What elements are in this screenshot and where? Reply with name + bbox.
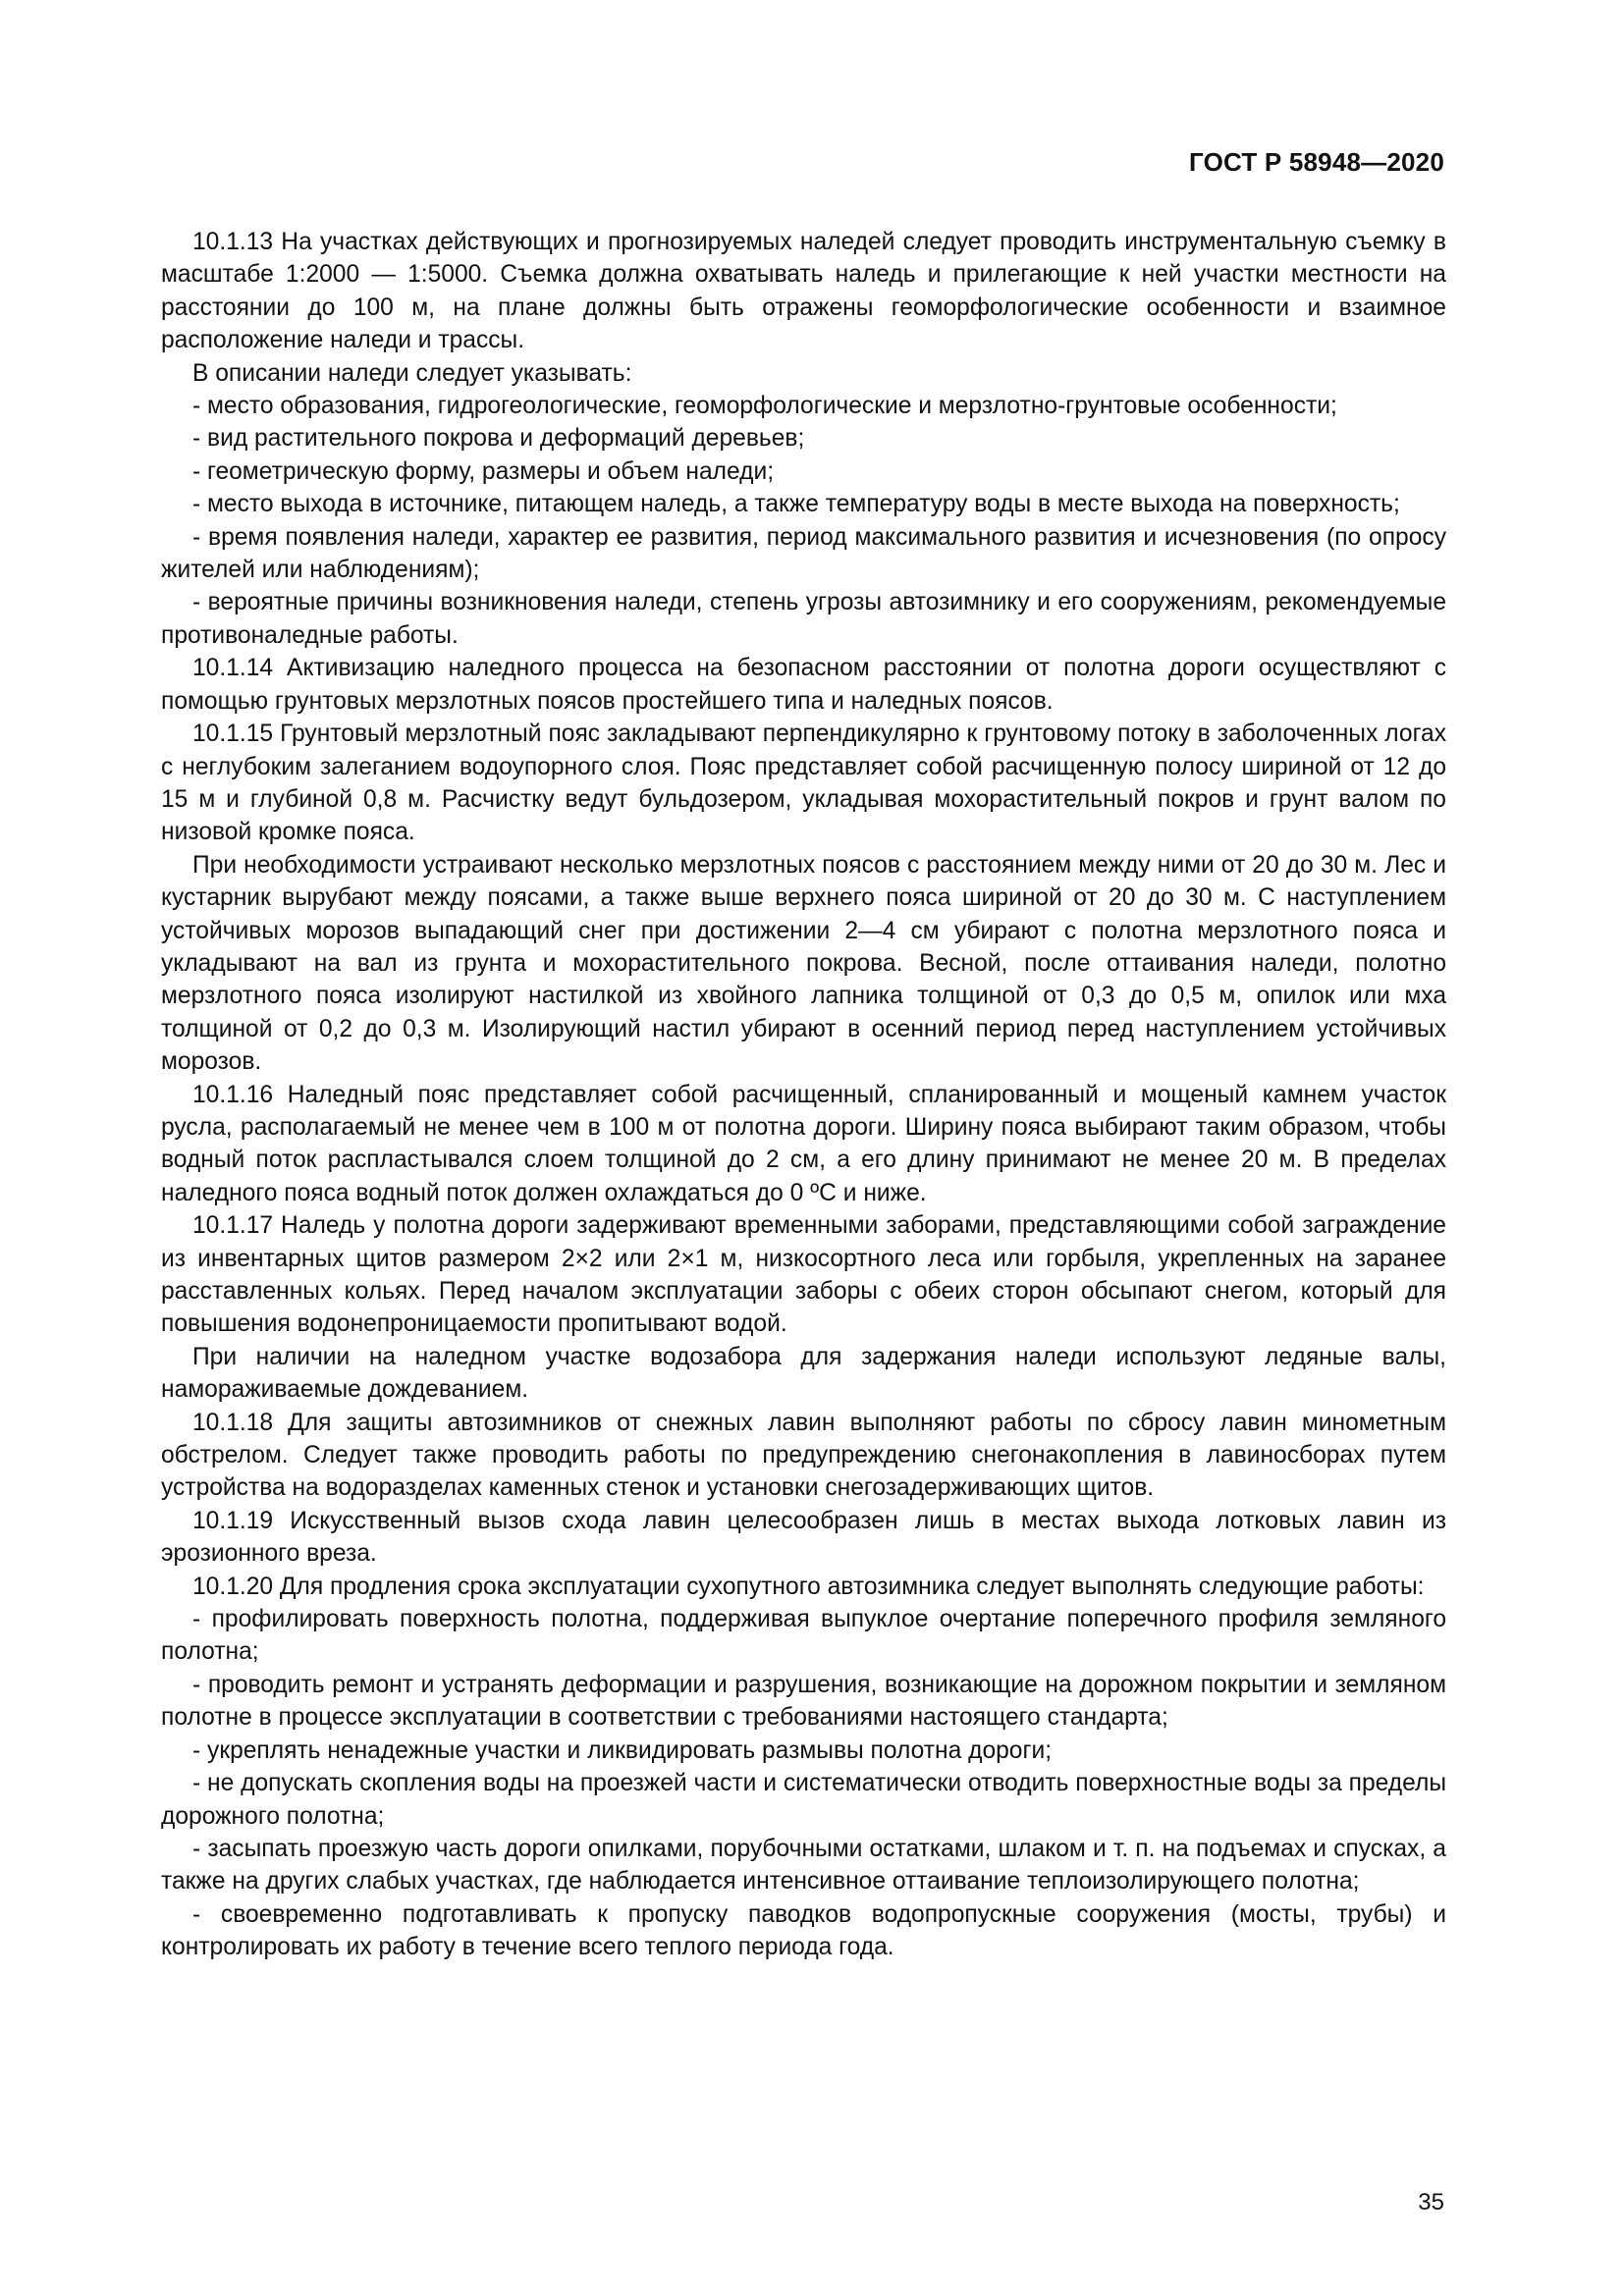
paragraph: В описании наледи следует указывать: <box>192 359 632 387</box>
list-item: - засыпать проезжую часть дороги опилками, порубочными остатками, шлаком и т. п. на подъемах и спусках, а также на других слабых участках, где наблюдается интенсивное оттаивание теплоизолирующего полотна; <box>161 1835 1446 1896</box>
paragraph: 10.1.16 Наледный пояс представляет собой расчищенный, спланированный и мощеный камнем участок русла, располагаемый не менее чем в 100 м от полотна дороги. Ширину пояса выбирают таким образом, чтобы водный поток распластывался слоем толщиной до 2 см, а его длину принимают не менее 20 м. В пределах наледного пояса водный поток должен охлаждаться до 0 ºС и ниже. <box>161 1081 1446 1206</box>
list-item: - место образования, гидрогеологические, геоморфологические и мерзлотно-грунтовые особенности; <box>192 393 1337 420</box>
list-item: - вид растительного покрова и деформаций деревьев; <box>192 425 805 453</box>
paragraph: 10.1.18 Для защиты автозимников от снежных лавин выполняют работы по сбросу лавин минометным обстрелом. Следует также проводить работы по предупреждению снегонакопления в лавиносборах путем устройства на водоразделах каменных стенок и установки снегозадерживающих щитов. <box>161 1409 1446 1502</box>
document-header: ГОСТ Р 58948—2020 <box>1189 147 1444 177</box>
paragraph: 10.1.15 Грунтовый мерзлотный пояс закладывают перпендикулярно к грунтовому потоку в заболоченных логах с неглубоким залеганием водоупорного слоя. Пояс представляет собой расчищенную полосу шириной от 12 до 15 м и глубиной 0,8 м. Расчистку ведут бульдозером, укладывая мохорастительный покров и грунт валом по низовой кромке пояса. <box>161 721 1446 846</box>
list-item: - профилировать поверхность полотна, поддерживая выпуклое очертание поперечного профиля земляного полотна; <box>161 1606 1446 1666</box>
paragraph: При необходимости устраивают несколько мерзлотных поясов с расстоянием между ними от 20 до 30 м. Лес и кустарник вырубают между поясами, а также выше верхнего пояса шириной от 20 до 30 м. С наступлением устойчивых морозов выпадающий снег при достижении 2—4 см убирают с полотна мерзлотного пояса и укладывают на вал из грунта и мохорастительного покрова. Весной, после оттаивания наледи, полотно мерзлотного пояса изолируют настилкой из хвойного лапника толщиной от 0,3 до 0,5 м, опилок или мха толщиной от 0,2 до 0,3 м. Изолирующий настил убирают в осенний период перед наступлением устойчивых морозов. <box>161 851 1446 1076</box>
list-item: - время появления наледи, характер ее развития, период максимального развития и исчезновения (по опросу жителей или наблюдениям); <box>161 523 1446 584</box>
list-item: - геометрическую форму, размеры и объем наледи; <box>192 457 775 485</box>
list-item: - место выхода в источнике, питающем наледь, а также температуру воды в месте выхода на поверхность; <box>192 491 1400 518</box>
list-item: - не допускать скопления воды на проезжей части и систематически отводить поверхностные воды за пределы дорожного полотна; <box>161 1770 1446 1830</box>
paragraph: 10.1.19 Искусственный вызов схода лавин целесообразен лишь в местах выхода лотковых лавин из эрозионного вреза. <box>161 1507 1446 1568</box>
list-item: - укреплять ненадежные участки и ликвидировать размывы полотна дороги; <box>192 1736 1053 1764</box>
list-item: - своевременно подготавливать к пропуску паводков водопропускные сооружения (мосты, трубы) и контролировать их работу в течение всего теплого периода года. <box>161 1900 1446 1961</box>
paragraph: При наличии на наледном участке водозабора для задержания наледи используют ледяные валы, намораживаемые дождеванием. <box>161 1343 1446 1404</box>
list-item: - вероятные причины возникновения наледи, степень угрозы автозимнику и его сооружениям, рекомендуемые противоналедные работы. <box>161 589 1446 649</box>
paragraph: 10.1.14 Активизацию наледного процесса на безопасном расстоянии от полотна дороги осуществляют с помощью грунтовых мерзлотных поясов простейшего типа и наледных поясов. <box>161 655 1446 715</box>
paragraph: 10.1.13 На участках действующих и прогнозируемых наледей следует проводить инструментальную съемку в масштабе 1:2000 — 1:5000. Съемка должна охватывать наледь и прилегающие к ней участки местности на расстоянии до 100 м, на плане должны быть отражены геоморфологические особенности и взаимное расположение наледи и трассы. <box>161 229 1446 354</box>
paragraph: 10.1.20 Для продления срока эксплуатации сухопутного автозимника следует выполнять следующие работы: <box>192 1573 1425 1600</box>
paragraph: 10.1.17 Наледь у полотна дороги задерживают временными заборами, представляющими собой заграждение из инвентарных щитов размером 2×2 или 2×1 м, низкосортного леса или горбыля, укрепленных на заранее расставленных кольях. Перед началом эксплуатации заборы с обеих сторон обсыпают снегом, который для повышения водонепроницаемости пропитывают водой. <box>161 1212 1446 1338</box>
document-body <box>161 226 1446 1964</box>
list-item: - проводить ремонт и устранять деформации и разрушения, возникающие на дорожном покрытии и земляном полотне в процессе эксплуатации в соответствии с требованиями настоящего стандарта; <box>161 1671 1446 1732</box>
page-number: 35 <box>1418 2189 1444 2216</box>
